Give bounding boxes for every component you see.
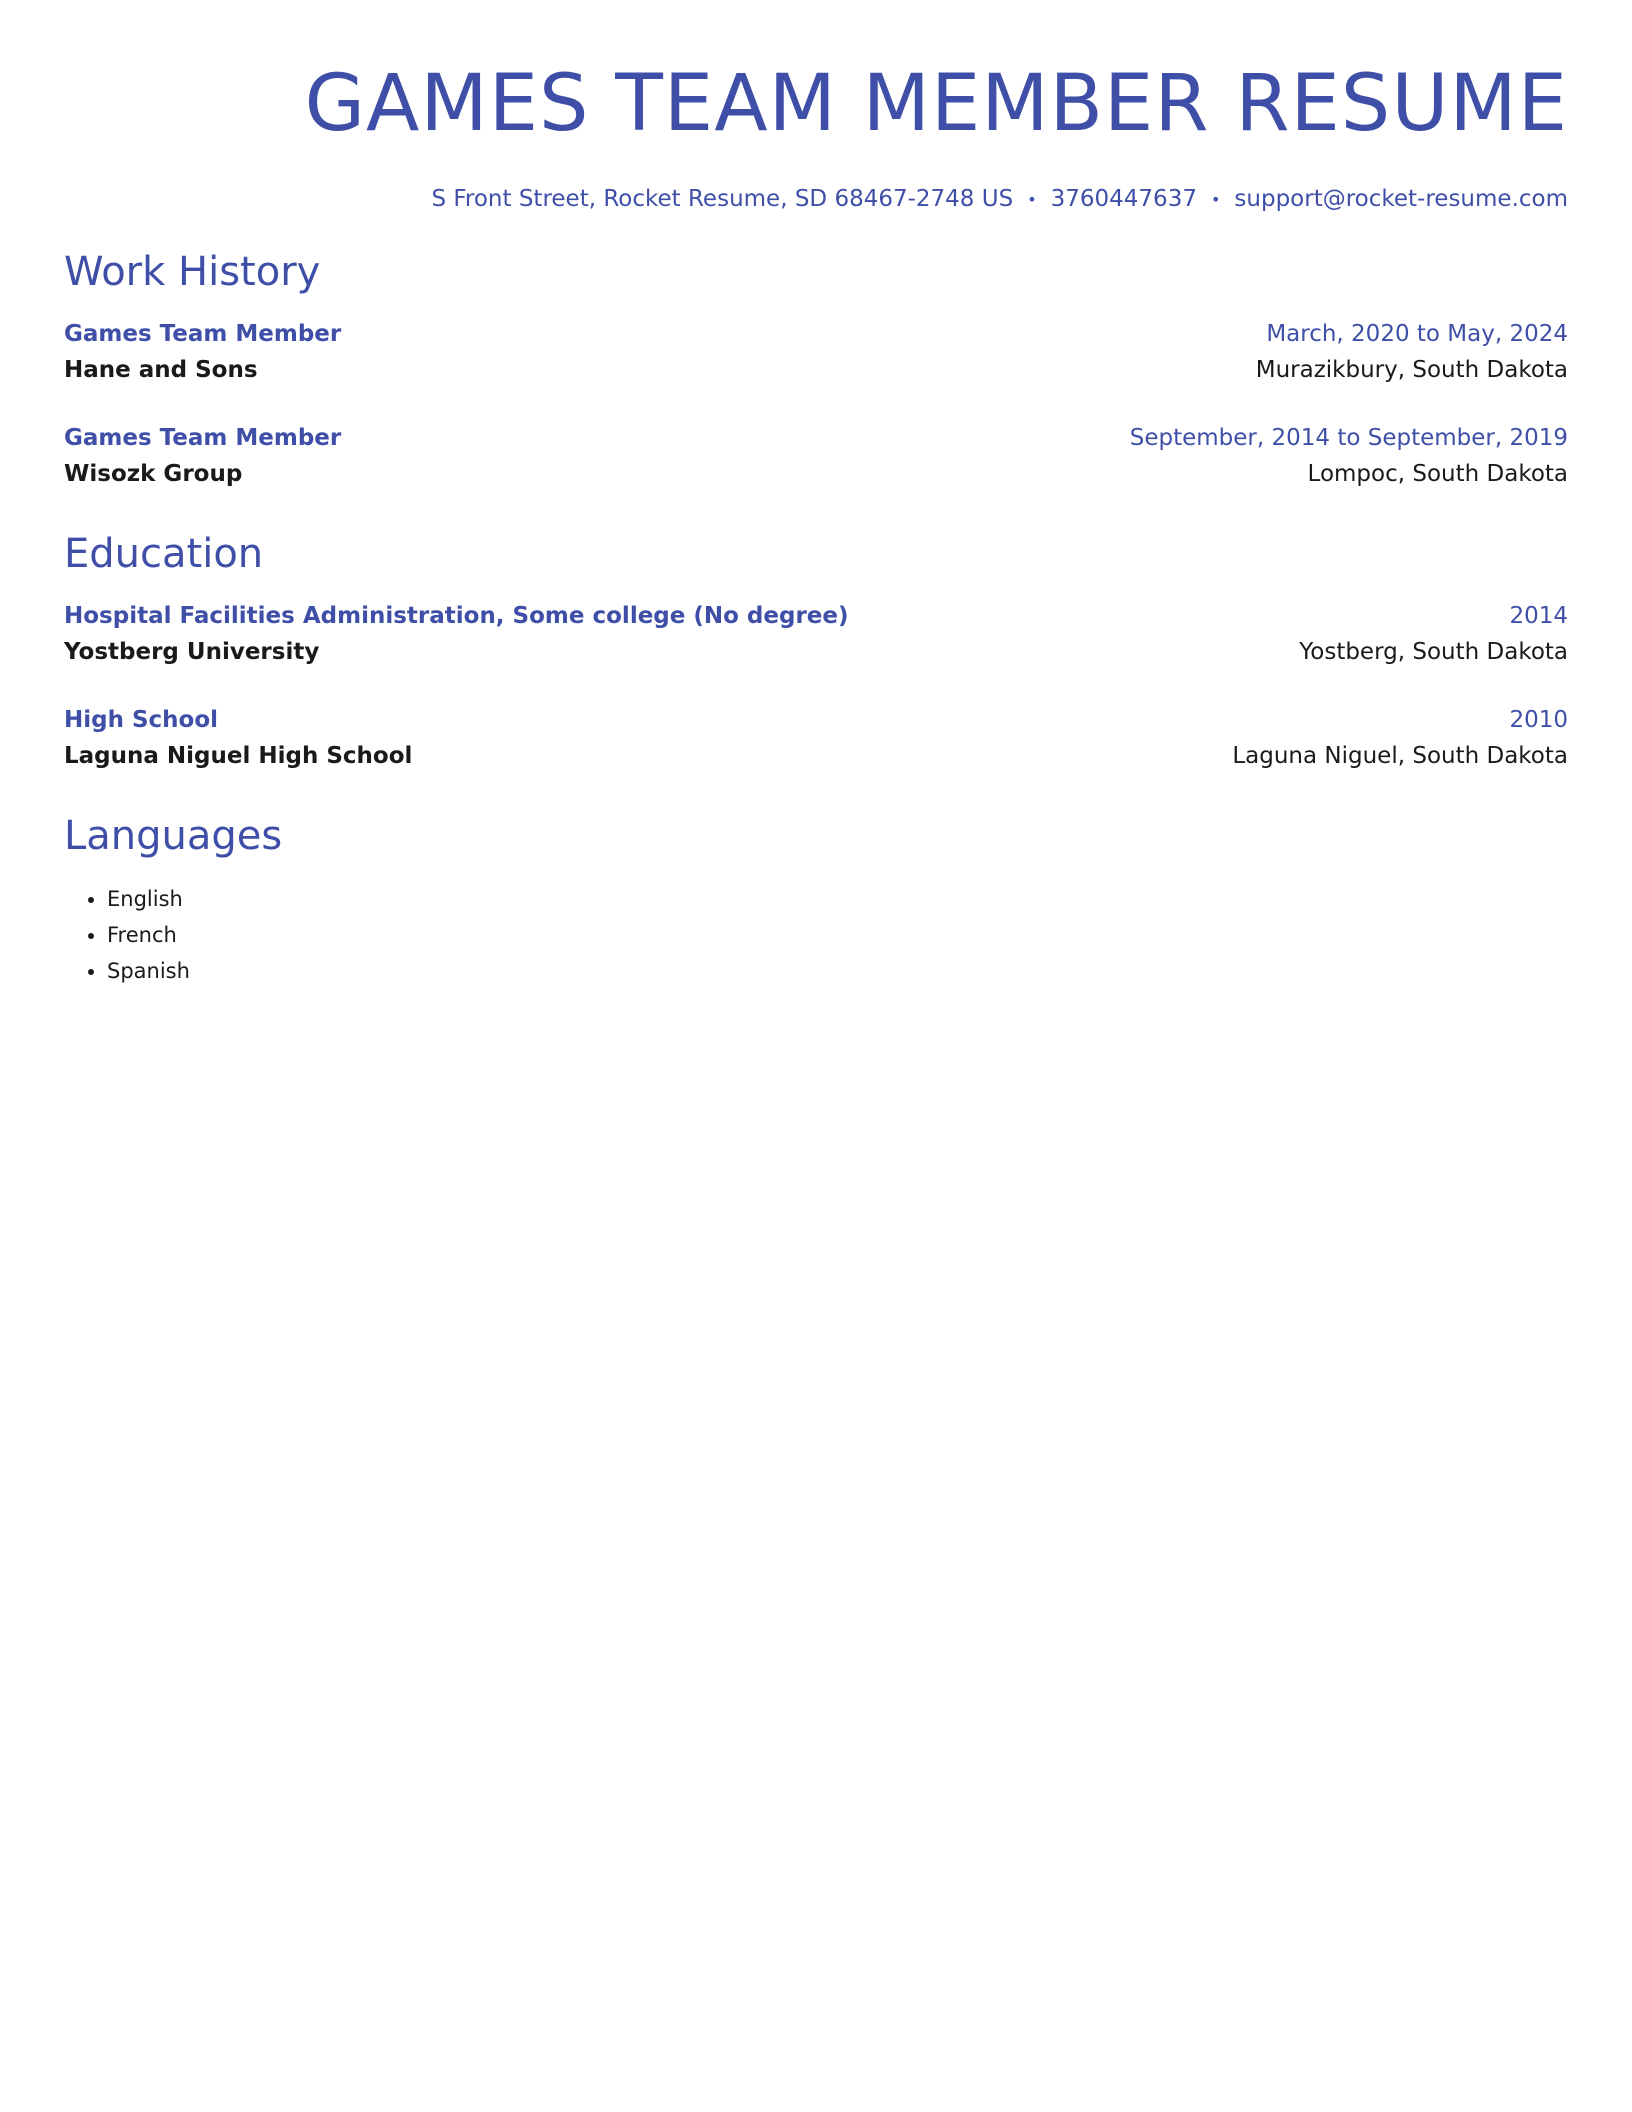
education-school: Laguna Niguel High School: [64, 742, 413, 769]
contact-address: S Front Street, Rocket Resume, SD 68467-2748 US: [431, 186, 1014, 212]
work-entry: [64, 317, 1568, 389]
language-item: • French: [107, 917, 1568, 953]
job-dates: March, 2020 to May, 2024: [1266, 320, 1568, 347]
contact-email[interactable]: support@rocket-resume.com: [1234, 186, 1568, 212]
resume-title: GAMES TEAM MEMBER RESUME: [304, 59, 1568, 149]
contact-phone: 3760447637: [1050, 186, 1197, 212]
education-entry-top-row: [64, 703, 1568, 737]
languages-section: [64, 811, 1568, 989]
work-entry-bottom-row: [64, 455, 1568, 493]
education-section: [64, 529, 1568, 775]
education-degree: Hospital Facilities Administration, Some college (No degree): [64, 602, 849, 629]
education-year: 2014: [1509, 602, 1568, 629]
job-role: Games Team Member: [64, 424, 342, 451]
work-history-heading: Work History: [64, 248, 321, 295]
work-entry-top-row: [64, 317, 1568, 351]
contact-line: [64, 184, 1568, 215]
education-location: Yostberg, South Dakota: [1299, 638, 1568, 665]
job-company: Wisozk Group: [64, 460, 243, 487]
education-year: 2010: [1509, 706, 1568, 733]
work-entry: [64, 421, 1568, 493]
contact-separator: •: [1210, 189, 1221, 209]
education-degree: High School: [64, 706, 219, 733]
job-location: Lompoc, South Dakota: [1307, 460, 1568, 487]
language-item: • English: [107, 881, 1568, 917]
job-location: Murazikbury, South Dakota: [1255, 356, 1568, 383]
education-entry-bottom-row: [64, 633, 1568, 671]
language-item: • Spanish: [107, 953, 1568, 989]
education-location: Laguna Niguel, South Dakota: [1232, 742, 1568, 769]
work-entry-bottom-row: [64, 351, 1568, 389]
education-heading: Education: [64, 530, 264, 577]
contact-separator: •: [1027, 189, 1037, 209]
languages-heading: Languages: [64, 812, 283, 859]
education-entry-bottom-row: [64, 737, 1568, 775]
work-entry-top-row: [64, 421, 1568, 455]
job-dates: September, 2014 to September, 2019: [1129, 424, 1568, 451]
job-company: Hane and Sons: [64, 356, 258, 383]
work-history-section: [64, 247, 1568, 493]
education-school: Yostberg University: [64, 638, 320, 665]
education-entry-top-row: [64, 599, 1568, 633]
job-role: Games Team Member: [64, 320, 342, 347]
education-entry: [64, 703, 1568, 775]
education-entry: [64, 599, 1568, 671]
languages-list: [64, 881, 1568, 989]
